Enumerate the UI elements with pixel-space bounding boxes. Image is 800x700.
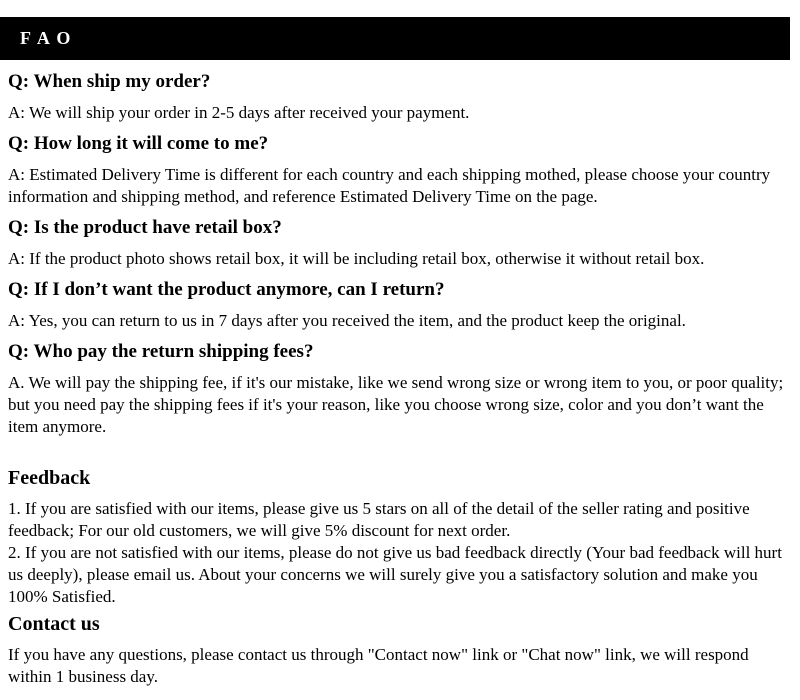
faq-header-bar [0, 17, 790, 60]
contact-section [8, 612, 790, 688]
faq-answer: A. We will pay the shipping fee, if it's our mistake, like we send wrong size or wrong item to you, or poor quality; but you need pay the shipping fees if it's your reason, like you choose wrong size, color and you don’t want the item anymore. [8, 373, 784, 436]
faq-item [8, 133, 790, 208]
faq-section [8, 71, 790, 438]
faq-item [8, 217, 790, 270]
faq-question: Q: How long it will come to me? [8, 133, 269, 154]
content-area [0, 60, 800, 688]
faq-question: Q: Who pay the return shipping fees? [8, 341, 314, 362]
contact-paragraph: If you have any questions, please contact us through "Contact now" link or "Chat now" link, we will respond within 1 business day. [8, 645, 749, 686]
feedback-section [8, 466, 790, 608]
feedback-paragraph: 1. If you are satisfied with our items, please give us 5 stars on all of the detail of the seller rating and positive feedback; For our old customers, we will give 5% discount for next order. [8, 499, 750, 540]
faq-item [8, 71, 790, 124]
faq-item [8, 279, 790, 332]
faq-answer: A: We will ship your order in 2-5 days after received your payment. [8, 103, 470, 122]
faq-answer: A: If the product photo shows retail box, it will be including retail box, otherwise it without retail box. [8, 249, 705, 268]
faq-header-title: F A O [20, 28, 72, 48]
faq-question: Q: When ship my order? [8, 71, 211, 92]
faq-question: Q: Is the product have retail box? [8, 217, 282, 238]
faq-question: Q: If I don’t want the product anymore, can I return? [8, 279, 445, 300]
contact-heading: Contact us [8, 613, 100, 635]
faq-answer: A: Yes, you can return to us in 7 days after you received the item, and the product keep the original. [8, 311, 686, 330]
faq-item [8, 341, 790, 438]
feedback-paragraph: 2. If you are not satisfied with our items, please do not give us bad feedback directly (Your bad feedback will hurt us deeply), please email us. About your concerns we will surely give you a satisfactory solution and make you 100% Satisfied. [8, 543, 782, 606]
faq-answer: A: Estimated Delivery Time is different for each country and each shipping mothed, please choose your country information and shipping method, and reference Estimated Delivery Time on the page. [8, 165, 771, 206]
feedback-heading: Feedback [8, 467, 91, 489]
